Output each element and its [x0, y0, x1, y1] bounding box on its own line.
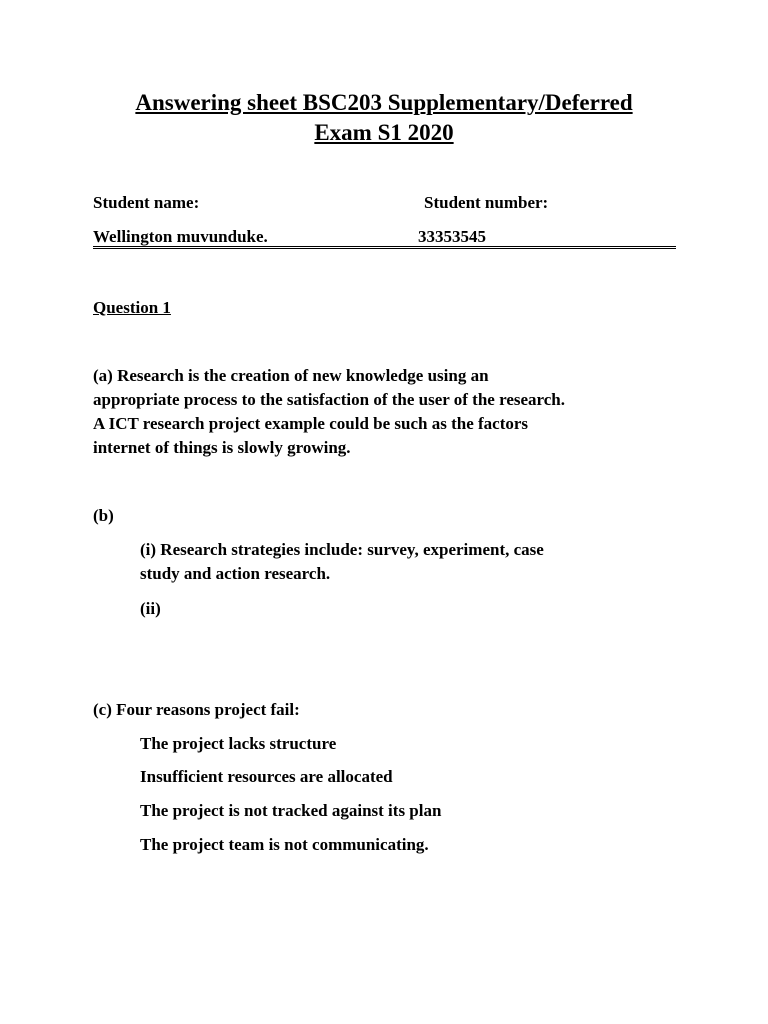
student-number-value: 33353545: [418, 227, 486, 246]
student-name-label: Student name:: [93, 193, 200, 212]
part-a-line-1: (a) Research is the creation of new knowledge using an: [93, 366, 489, 385]
part-c-reason-2: Insufficient resources are allocated: [140, 767, 393, 786]
part-a-line-2: appropriate process to the satisfaction of the user of the research.: [93, 390, 566, 409]
page-title-line-1: Answering sheet BSC203 Supplementary/Deferred: [135, 90, 633, 115]
part-b-i-line-2: study and action research.: [140, 564, 331, 583]
student-name-value: Wellington muvunduke.: [93, 227, 268, 246]
part-a-line-4: internet of things is slowly growing.: [93, 438, 351, 457]
double-divider: [93, 246, 676, 249]
student-number-label: Student number:: [424, 193, 549, 212]
part-c-reason-3: The project is not tracked against its plan: [140, 801, 442, 820]
part-b-ii-label: (ii): [140, 599, 161, 618]
part-c-reason-4: The project team is not communicating.: [140, 835, 429, 854]
part-c-heading: (c) Four reasons project fail:: [93, 700, 300, 719]
part-c-reason-1: The project lacks structure: [140, 734, 337, 753]
part-b-i-line-1: (i) Research strategies include: survey, experiment, case: [140, 540, 544, 559]
page-title-line-2: Exam S1 2020: [314, 120, 454, 145]
question-1-heading: Question 1: [93, 298, 171, 317]
part-b-label: (b): [93, 506, 114, 525]
part-a-line-3: A ICT research project example could be such as the factors: [93, 414, 529, 433]
